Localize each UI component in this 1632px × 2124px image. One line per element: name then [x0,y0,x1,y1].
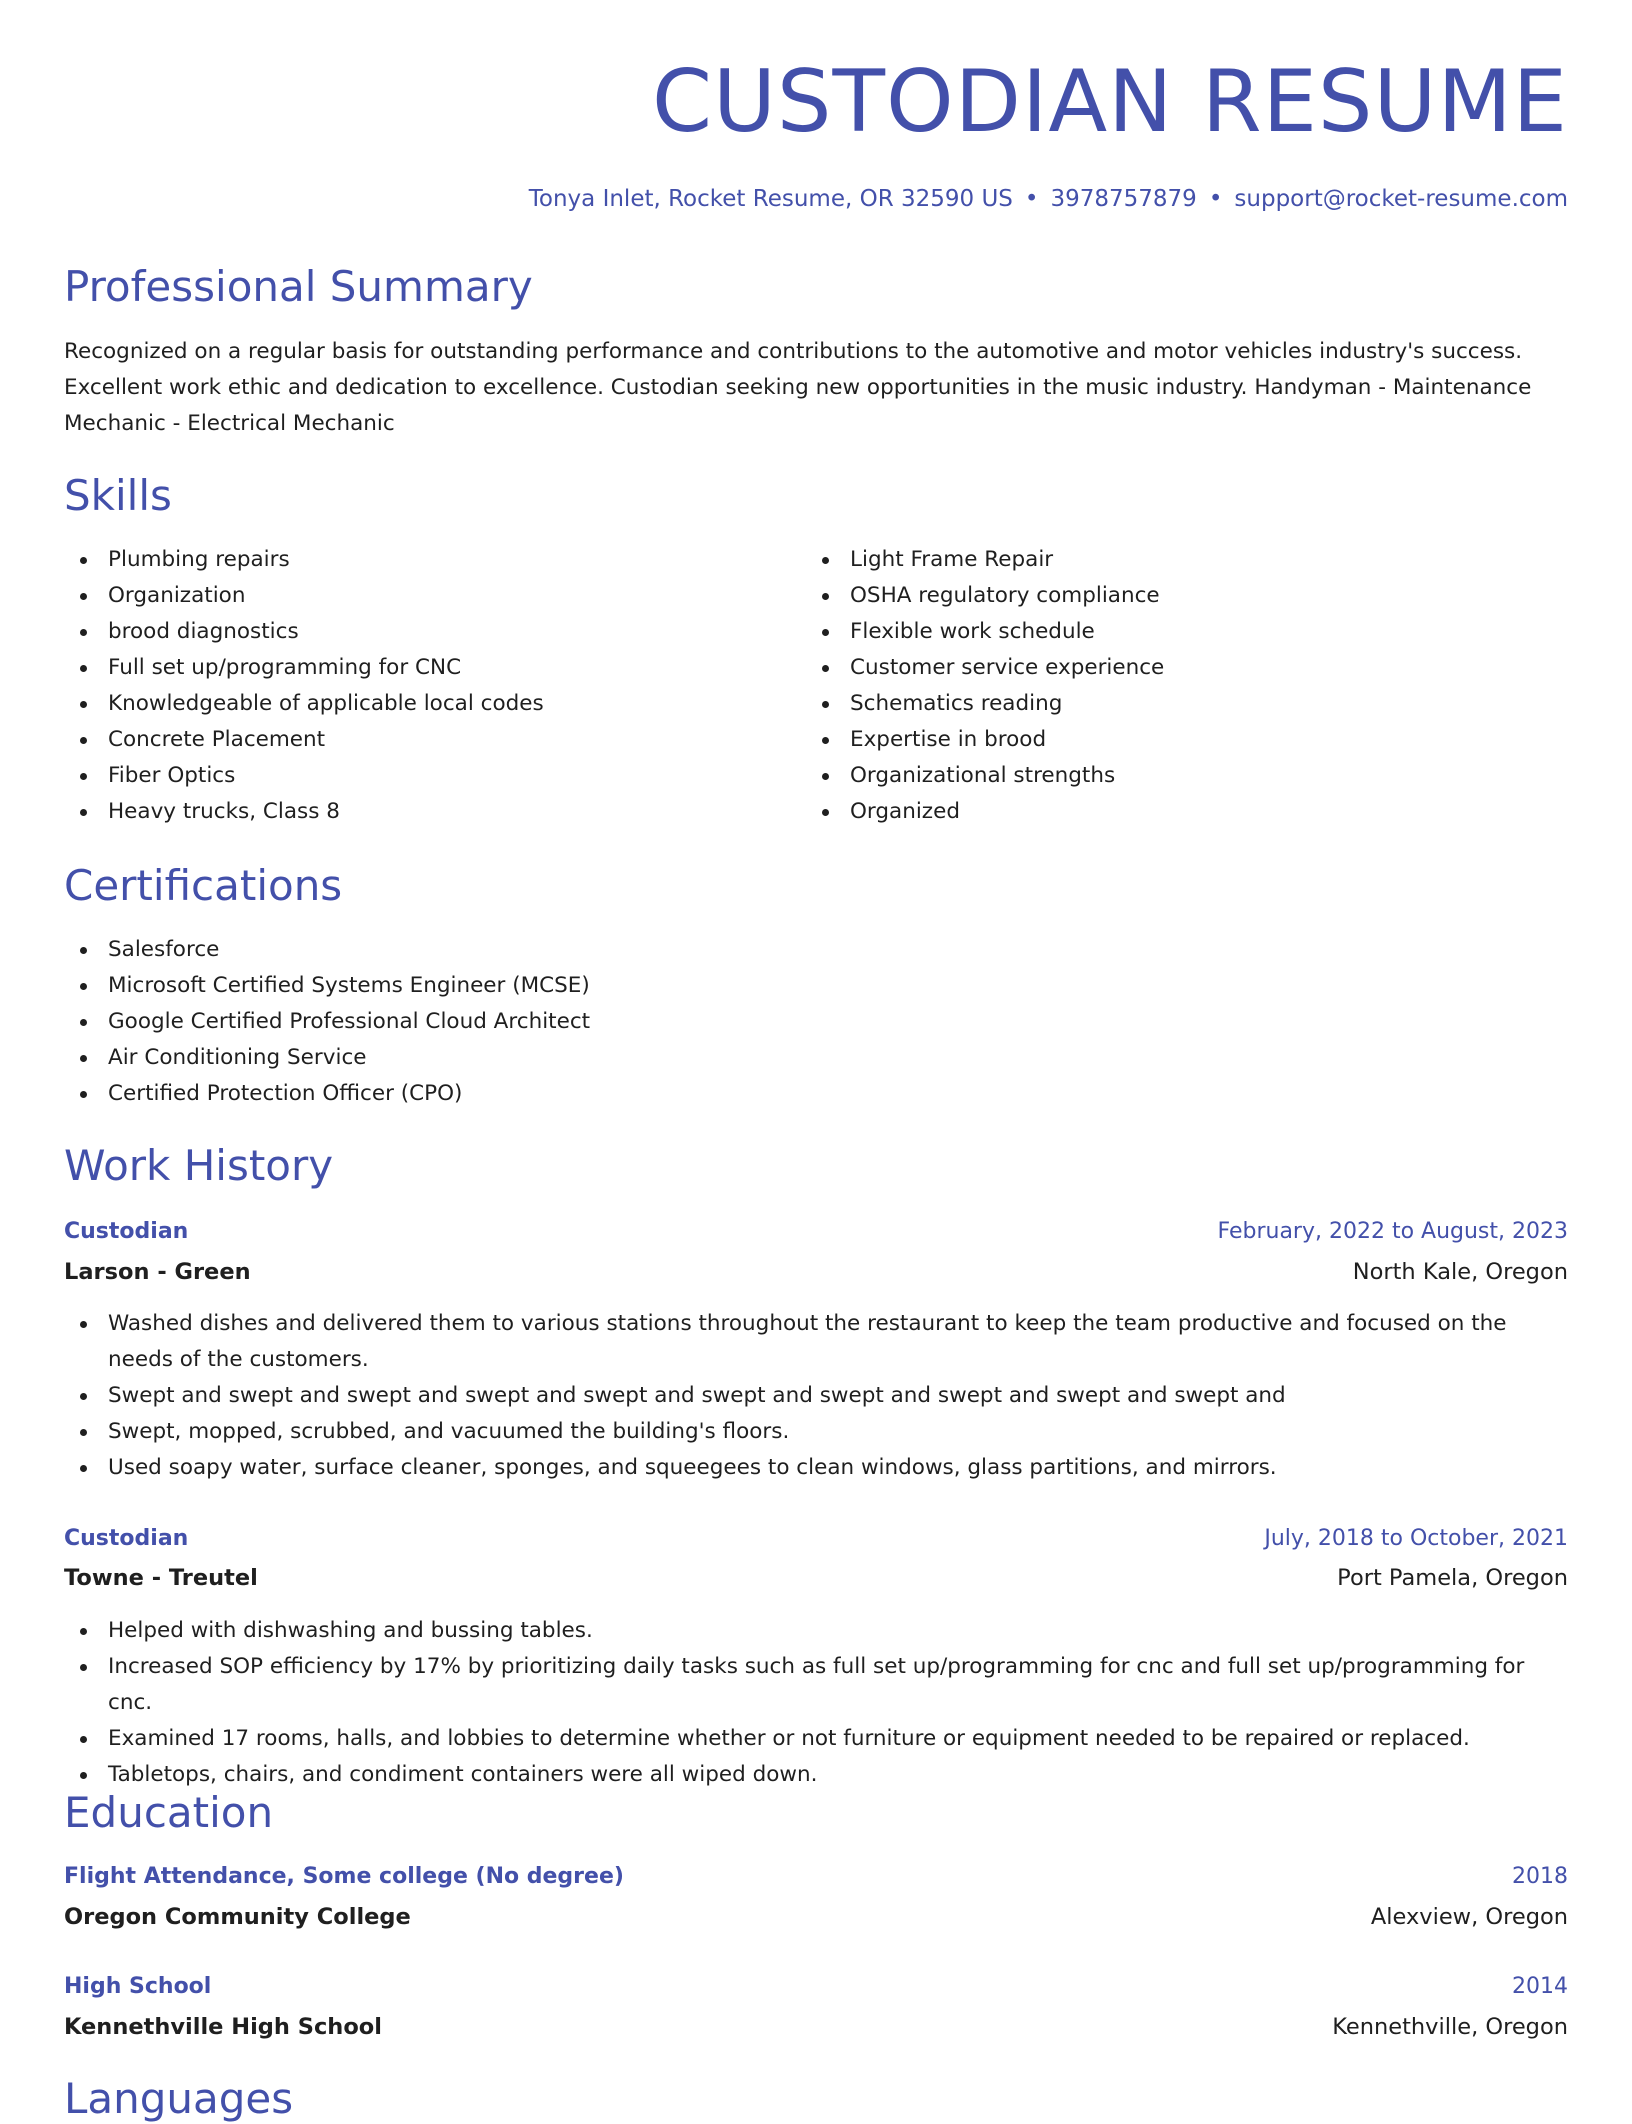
education-year: 2014 [1512,1974,1568,1999]
education-degree: Flight Attendance, Some college (No degree) [64,1864,624,1889]
skill-item: Light Frame Repair [806,542,1506,578]
job-bullet: Examined 17 rooms, halls, and lobbies to determine whether or not furniture or equipment needed to be repaired or replaced. [64,1721,1568,1757]
job-header [64,1212,1568,1252]
skill-item: Customer service experience [806,650,1506,686]
summary-heading: Professional Summary [64,262,533,311]
skill-item: brood diagnostics [64,614,764,650]
job-bullet: Helped with dishwashing and bussing tables. [64,1613,1568,1649]
contact-address: Tonya Inlet, Rocket Resume, OR 32590 US [528,186,1013,212]
certification-item: Salesforce [64,932,1568,968]
resume-page [64,0,1568,2123]
education-degree: High School [64,1974,212,1999]
education-heading: Education [64,1788,274,1837]
education-year: 2018 [1512,1864,1568,1889]
skill-item: Organized [806,794,1506,830]
skill-item: Expertise in brood [806,722,1506,758]
resume-title: CUSTODIAN RESUME [651,52,1568,152]
skill-item: Organization [64,578,764,614]
education-school-row [64,2007,1568,2047]
education-school: Kennethville High School [64,2014,382,2040]
job-bullet: Tabletops, chairs, and condiment containers were all wiped down. [64,1757,1568,1793]
job-bullet: Swept, mopped, scrubbed, and vacuumed the building's floors. [64,1414,1568,1450]
job-bullet: Used soapy water, surface cleaner, sponges, and squeegees to clean windows, glass partitions, and mirrors. [64,1450,1568,1486]
contact-phone: 3978757879 [1050,186,1197,212]
job-bullet: Increased SOP efficiency by 17% by prioritizing daily tasks such as full set up/programming for cnc and full set up/programming for cnc. [64,1649,1568,1721]
work-history-heading: Work History [64,1141,334,1190]
education-header [64,1857,1568,1897]
skill-item: Organizational strengths [806,758,1506,794]
job-company: Towne - Treutel [64,1565,258,1591]
contact-email: support@rocket-resume.com [1234,186,1568,212]
job-bullets [64,1306,1568,1486]
skills-heading: Skills [64,471,172,520]
skill-item: Fiber Optics [64,758,764,794]
education-location: Kennethville, Oregon [1332,2014,1568,2040]
skills-list-right [806,542,1506,830]
job-company: Larson - Green [64,1259,251,1285]
job-company-row [64,1558,1568,1598]
education-location: Alexview, Oregon [1370,1904,1568,1930]
job-bullet: Washed dishes and delivered them to various stations throughout the restaurant to keep the team productive and focused on the needs of the customers. [64,1306,1568,1378]
certifications-heading: Certifications [64,861,343,910]
skill-item: Flexible work schedule [806,614,1506,650]
contact-separator: • [1024,186,1039,212]
job-header [64,1519,1568,1559]
skills-list-left [64,542,764,830]
skill-item: OSHA regulatory compliance [806,578,1506,614]
job-dates: July, 2018 to October, 2021 [1264,1526,1568,1551]
job-location: Port Pamela, Oregon [1337,1565,1568,1591]
contact-line [64,184,1568,214]
job-location: North Kale, Oregon [1352,1259,1568,1285]
certification-item: Microsoft Certified Systems Engineer (MCSE) [64,968,1568,1004]
certification-item: Google Certified Professional Cloud Architect [64,1004,1568,1040]
skill-item: Full set up/programming for CNC [64,650,764,686]
skill-item: Heavy trucks, Class 8 [64,794,764,830]
education-school: Oregon Community College [64,1904,411,1930]
skill-item: Knowledgeable of applicable local codes [64,686,764,722]
education-header [64,1967,1568,2007]
skill-item: Concrete Placement [64,722,764,758]
summary-text: Recognized on a regular basis for outstanding performance and contributions to the automotive and motor vehicles industry's success. Excellent work ethic and dedication to excellence. Custodian seeking new opportunities in the music industry. Handyman - Maintenance Mechanic - Electrical Mechanic [64,339,1532,436]
job-bullet: Swept and swept and swept and swept and swept and swept and swept and swept and swept and swept and [64,1378,1568,1414]
job-dates: February, 2022 to August, 2023 [1217,1219,1568,1244]
skill-item: Plumbing repairs [64,542,764,578]
job-title: Custodian [64,1526,189,1551]
skill-item: Schematics reading [806,686,1506,722]
job-title: Custodian [64,1219,189,1244]
certification-item: Certified Protection Officer (CPO) [64,1076,1568,1112]
languages-heading: Languages [64,2074,294,2123]
certification-item: Air Conditioning Service [64,1040,1568,1076]
certifications-list [64,932,1568,1112]
job-bullets [64,1613,1568,1793]
education-school-row [64,1897,1568,1937]
contact-separator: • [1208,186,1223,212]
job-company-row [64,1252,1568,1292]
